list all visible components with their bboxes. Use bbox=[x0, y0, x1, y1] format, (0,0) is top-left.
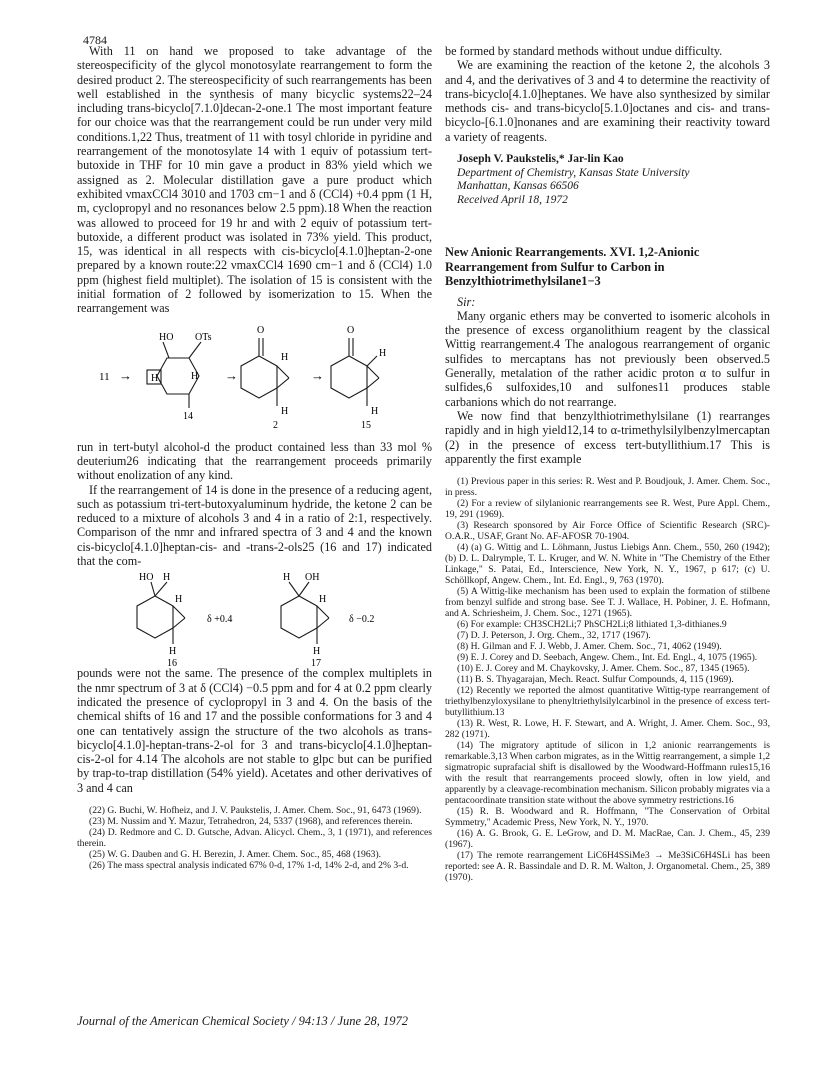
article-title: New Anionic Rearrangements. XVI. 1,2-Anionic Rearrangement from Sulfur to Carbon in Benzylthiotrimethylsilane1−3 bbox=[445, 245, 700, 289]
affiliation: Department of Chemistry, Kansas State University bbox=[457, 166, 690, 179]
body-paragraph: With 11 on hand we proposed to take advantage of the stereospecificity of the glycol monotosylate rearrangement to form the desired product 2. The stereospecificity of such rearrangements has been well established in the synthesis of many bicyclic systems22–24 including trans-bicyclo[7.1.0]decan-2-one.1 The most important feature for our choice was that the rearrangement could be run under very mild conditions.1,22 Thus, treatment of 11 with tosyl chloride in pyridine and rearrangement of the monotosylate 14 with 1 equiv of potassium tert-butoxide in THF for 10 min gave a product in 83% yield which we assigned as 2. Molecular distillation gave a pure product which exhibited νmaxCCl4 3010 and 1703 cm−1 and δ (CCl4) +0.4 ppm (1 H, m, cyclopropyl and no resonances below 2.5 ppm).18 When the reaction was allowed to proceed for 19 hr and with 2 equiv of potassium tert-butoxide, a different product was isolated in 73% yield. This product, 15, was identical in all respects with cis-bicyclo[4.1.0]heptan-2-one prepared by a known route:22 νmaxCCl4 1690 cm−1 and δ (CCl4) 1.0 ppm (highest field multiplet). The isolation of 15 is consistent with the initial formation of 2 followed by isomerization to 15. When the rearrangement was bbox=[77, 44, 432, 316]
footnotes-right bbox=[445, 476, 770, 883]
o-label: O bbox=[347, 324, 355, 336]
body-paragraph: run in tert-butyl alcohol-d the product contained less than 33 mol % deuterium26 indicating that the rearrangement proceeds primarily without enolization of any kind. bbox=[77, 439, 432, 483]
ho-label: HO bbox=[159, 331, 174, 343]
authors: Joseph V. Paukstelis,* Jar-lin Kao bbox=[457, 153, 624, 166]
reaction-scheme-1 bbox=[77, 316, 432, 440]
structures-drawing bbox=[77, 568, 432, 666]
body-paragraph: We are examining the reaction of the ketone 2, the alcohols 3 and 4, and the derivatives of 3 and 4 to determine the reactivity of trans-bicyclo[4.1.0]heptanes. We have also synthesized by similar methods cis- and trans-bicyclo[5.1.0]octanes and cis- and trans-bicyclo-[6.1.0]nonanes and are examining their reactivity toward a variety of reagents. bbox=[445, 58, 770, 144]
o-label: O bbox=[257, 324, 265, 336]
h-label: H bbox=[281, 405, 289, 417]
h-label: H bbox=[371, 405, 379, 417]
footnote: (17) The remote rearrangement LiC6H4SSiMe3 → Me3SiC6H4SLi has been reported: see A. R. Bassindale and D. R. M. Walton, J. Organometal. Chem., 25, 389 (1970). bbox=[445, 850, 770, 884]
footnote: (7) D. J. Peterson, J. Org. Chem., 32, 1717 (1967). bbox=[457, 630, 651, 642]
h-label: H bbox=[175, 594, 183, 606]
h-label: H bbox=[281, 351, 289, 363]
footnote: (14) The migratory aptitude of silicon in 1,2 anionic rearrangements is remarkable.3,13 When carbon migrates, as in the Wittig rearrangement, a simple 1,2 sigmatropic suprafacial shift is disallowed by the Woodward-Hoffmann rules15,16 with the result that rearrangements proceed slowly, often in low yield, and apparently by a cleavage-recombination mechanism. Silicon probably migrates via a pentacoordinate transition state without the above symmetry restrictions.16 bbox=[445, 740, 770, 807]
footnote: (10) E. J. Corey and M. Chaykovsky, J. Amer. Chem. Soc., 87, 1345 (1965). bbox=[457, 663, 750, 675]
footnote: (16) A. G. Brook, G. E. LeGrow, and D. M. MacRae, Can. J. Chem., 45, 239 (1967). bbox=[445, 828, 770, 851]
footnote: (22) G. Buchi, W. Hofheiz, and J. V. Paukstelis, J. Amer. Chem. Soc., 91, 6473 (1969). bbox=[89, 804, 422, 816]
footnote: (12) Recently we reported the almost quantitative Wittig-type rearrangement of triethylbenzyloxysilane to phenyltriethylsilylcarbinol in the presence of excess tert-butyllithium.13 bbox=[445, 685, 770, 719]
footnote: (3) Research sponsored by Air Force Office of Scientific Research (SRC)-O.A.R., USAF, Grant No. AF-AFOSR 70-1904. bbox=[445, 520, 770, 543]
footnote: (6) For example: CH3SCH2Li;7 PhSCH2Li;8 lithiated 1,3-dithianes.9 bbox=[457, 619, 727, 631]
h-label: H bbox=[379, 347, 387, 359]
body-paragraph: be formed by standard methods without undue difficulty. bbox=[445, 44, 723, 58]
footnotes-left bbox=[77, 805, 432, 871]
footnote: (2) For a review of silylanionic rearrangements see R. West, Pure Appl. Chem., 19, 291 (1969). bbox=[445, 498, 770, 521]
received-date: Received April 18, 1972 bbox=[457, 193, 568, 206]
arrow-2: → bbox=[225, 367, 238, 383]
footnote: (4) (a) G. Wittig and L. Löhmann, Justus Liebigs Ann. Chem., 550, 260 (1942); (b) D. L. Dalrymple, T. L. Kruger, and W. N. White in "The Chemistry of the Ether Linkage," S. Patai, Ed., Interscience, New York, N. Y., 1967, p 617; (c) U. Schöllkopf, Angew. Chem., Int. Ed. Engl., 9, 763 (1970). bbox=[445, 542, 770, 587]
compound-11-label: 11 bbox=[99, 370, 110, 383]
footnote: (15) R. B. Woodward and R. Hoffmann, "The Conservation of Orbital Symmetry," Academic Press, New York, N. Y., 1970. bbox=[445, 806, 770, 829]
footnote: (24) D. Redmore and C. D. Gutsche, Advan. Alicycl. Chem., 3, 1 (1971), and references therein. bbox=[77, 826, 432, 849]
footnote: (13) R. West, R. Lowe, H. F. Stewart, and A. Wright, J. Amer. Chem. Soc., 93, 282 (1971). bbox=[445, 718, 770, 741]
shift-17: δ −0.2 bbox=[349, 614, 375, 626]
ho-label: HO bbox=[139, 572, 154, 584]
compound-17-label: 17 bbox=[311, 658, 321, 667]
compound-16-label: 16 bbox=[167, 658, 177, 667]
journal-footer: Journal of the American Chemical Society / 94:13 / June 28, 1972 bbox=[77, 1014, 408, 1028]
left-column bbox=[77, 44, 432, 871]
body-paragraph: We now find that benzylthiotrimethylsilane (1) rearranges rapidly and in high yield12,14 to α-trimethylsilylbenzylmercaptan (2) in the presence of excess tert-butyllithium.17 This is apparently the first example bbox=[445, 408, 770, 466]
ots-label: OTs bbox=[195, 331, 212, 343]
compound-2-label: 2 bbox=[273, 419, 278, 431]
body-paragraph: Many organic ethers may be converted to isomeric alcohols in the presence of excess organolithium reagent by the classical Wittig rearrangement.4 The analogous rearrangement of organic sulfides to mercaptans has not previously been observed.5 Generally, metalation of the rather acidic proton α to sulfur in sulfides,6 sulfoxides,10 and sulfones11 produces stable carbanions which do not rearrange. bbox=[445, 308, 770, 409]
footnote: (8) H. Gilman and F. J. Webb, J. Amer. Chem. Soc., 71, 4062 (1949). bbox=[457, 641, 722, 653]
structures-16-17 bbox=[77, 568, 432, 666]
arrow-1: → bbox=[119, 367, 132, 383]
h-label: H bbox=[163, 572, 171, 584]
h-label: H bbox=[151, 372, 159, 384]
salutation: Sir: bbox=[457, 294, 476, 309]
body-paragraph: If the rearrangement of 14 is done in the presence of a reducing agent, such as potassium tri-tert-butoxyaluminum hydride, the ketone 2 can be reduced to a mixture of alcohols 3 and 4 in a ratio of 2:1, respectively. Comparison of the nmr and infrared spectra of 3 and 4 and the known cis-bicyclo[4.1.0]heptan-cis- and -trans-2-ols25 (16 and 17) indicated that the com- bbox=[77, 482, 432, 569]
footnote: (1) Previous paper in this series: R. West and P. Boudjouk, J. Amer. Chem. Soc., in press. bbox=[445, 476, 770, 499]
h-label: H bbox=[191, 370, 199, 382]
footnote: (9) E. J. Corey and D. Seebach, Angew. Chem., Int. Ed. Engl., 4, 1075 (1965). bbox=[457, 652, 758, 664]
h-label: H bbox=[283, 572, 291, 584]
footnote: (26) The mass spectral analysis indicated 67% 0-d, 17% 1-d, 14% 2-d, and 2% 3-d. bbox=[89, 859, 409, 871]
oh-label: OH bbox=[305, 572, 320, 584]
footnote: (23) M. Nussim and Y. Mazur, Tetrahedron, 24, 5337 (1968), and references therein. bbox=[89, 815, 413, 827]
h-label: H bbox=[313, 646, 321, 658]
footnote: (5) A Wittig-like mechanism has been used to explain the formation of stilbene from benzyl sulfide and strong base. See T. J. Wallace, H. Pobiner, J. E. Hofmann, and A. Schriesheim, J. Chem. Soc., 1271 (1965). bbox=[445, 586, 770, 620]
footnote: (11) B. S. Thyagarajan, Mech. React. Sulfur Compounds, 4, 115 (1969). bbox=[457, 674, 734, 686]
right-column bbox=[445, 44, 770, 883]
body-paragraph: pounds were not the same. The presence of the complex multiplets in the nmr spectrum of 3 at δ (CCl4) −0.5 ppm and for 4 at 0.2 ppm clearly indicated the presence of cyclopropyl in 3 and 4. On the basis of the chemical shifts of 16 and 17 and the possible conformations for 3 and 4 one can tentatively assign the structure of the two alcohols as trans-bicyclo[4.1.0]-heptan-trans-2-ol for 3 and trans-bicyclo[4.1.0]heptan-cis-2-ol for 4.14 The alcohols are not stable to glpc but can be purified by trap-to-trap distillation (54% yield). Acetates and other derivatives of 3 and 4 can bbox=[77, 666, 432, 795]
h-label: H bbox=[319, 594, 327, 606]
compound-15-label: 15 bbox=[361, 419, 371, 431]
shift-16: δ +0.4 bbox=[207, 614, 233, 626]
footnote: (25) W. G. Dauben and G. H. Berezin, J. Amer. Chem. Soc., 85, 468 (1963). bbox=[89, 848, 382, 860]
compound-14-label: 14 bbox=[183, 410, 193, 422]
page-number: 4784 bbox=[83, 33, 107, 47]
affiliation-location: Manhattan, Kansas 66506 bbox=[457, 180, 579, 193]
h-label: H bbox=[169, 646, 177, 658]
arrow-3: → bbox=[311, 367, 324, 383]
scheme-1-drawing bbox=[77, 316, 432, 440]
